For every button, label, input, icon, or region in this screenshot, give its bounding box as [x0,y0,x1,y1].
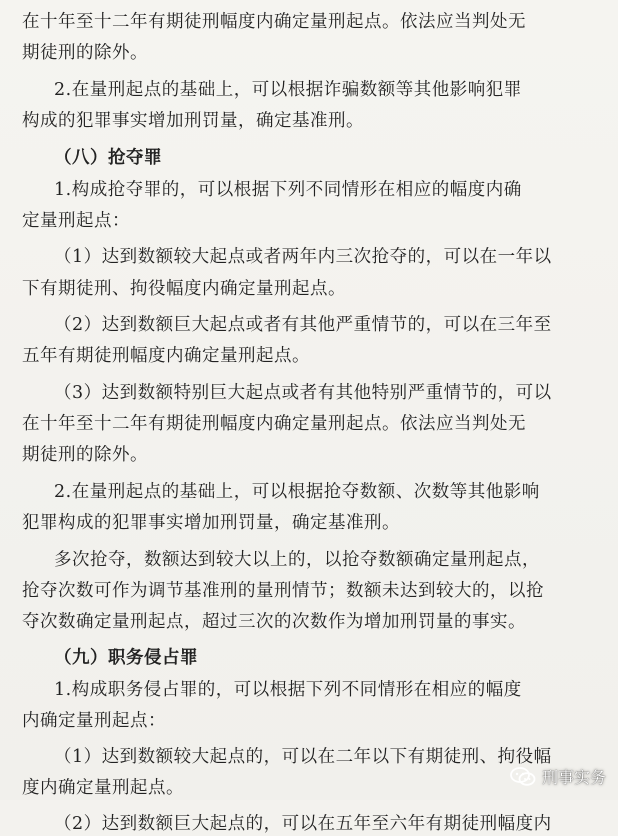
wechat-icon [510,766,536,788]
text-line: 在十年至十二年有期徒刑幅度内确定量刑起点。依法应当判处无 [22,414,526,434]
text-line: （3）达到数额特别巨大起点或者有其他特别严重情节的，可以 [54,383,552,403]
watermark-text: 刑事实务 [541,768,606,787]
text-line: 犯罪构成的犯罪事实增加刑罚量，确定基准刑。 [22,513,400,533]
text-line: 度内确定量刑起点。 [22,778,184,798]
text-line: 内确定量刑起点： [22,711,166,731]
text-line: 下有期徒刑、拘役幅度内确定量刑起点。 [22,279,346,299]
text-line: 1.构成抢夺罪的，可以根据下列不同情形在相应的幅度内确 [54,180,522,200]
text-line: 期徒刑的除外。 [22,43,148,63]
text-line: 构成的犯罪事实增加刑罚量，确定基准刑。 [22,111,364,131]
text-line: 抢夺次数可作为调节基准刑的量刑情节；数额未达到较大的，以抢 [22,581,544,601]
text-line: （1）达到数额较大起点的，可以在二年以下有期徒刑、拘役幅 [54,747,552,767]
text-line: （2）达到数额巨大起点的，可以在五年至六年有期徒刑幅度内 [54,814,552,834]
text-line: 期徒刑的除外。 [22,445,148,465]
text-line: 夺次数确定量刑起点，超过三次的次数作为增加刑罚量的事实。 [22,612,526,632]
text-line: （1）达到数额较大起点或者两年内三次抢夺的，可以在一年以 [54,247,552,267]
text-line: 定量刑起点： [22,211,130,231]
text-line: 1.构成职务侵占罪的，可以根据下列不同情形在相应的幅度 [54,680,522,700]
text-line: 在十年至十二年有期徒刑幅度内确定量刑起点。依法应当判处无 [22,12,526,32]
text-line: 2.在量刑起点的基础上，可以根据抢夺数额、次数等其他影响 [54,482,540,502]
section-heading: （九）职务侵占罪 [54,648,198,668]
watermark [510,765,606,788]
text-line: 多次抢夺，数额达到较大以上的，以抢夺数额确定量刑起点， [54,550,540,570]
section-heading: （八）抢夺罪 [54,148,162,168]
text-line: 五年有期徒刑幅度内确定量刑起点。 [22,346,310,366]
text-line: （2）达到数额巨大起点或者有其他严重情节的，可以在三年至 [54,315,552,335]
text-line: 2.在量刑起点的基础上，可以根据诈骗数额等其他影响犯罪 [54,80,522,100]
